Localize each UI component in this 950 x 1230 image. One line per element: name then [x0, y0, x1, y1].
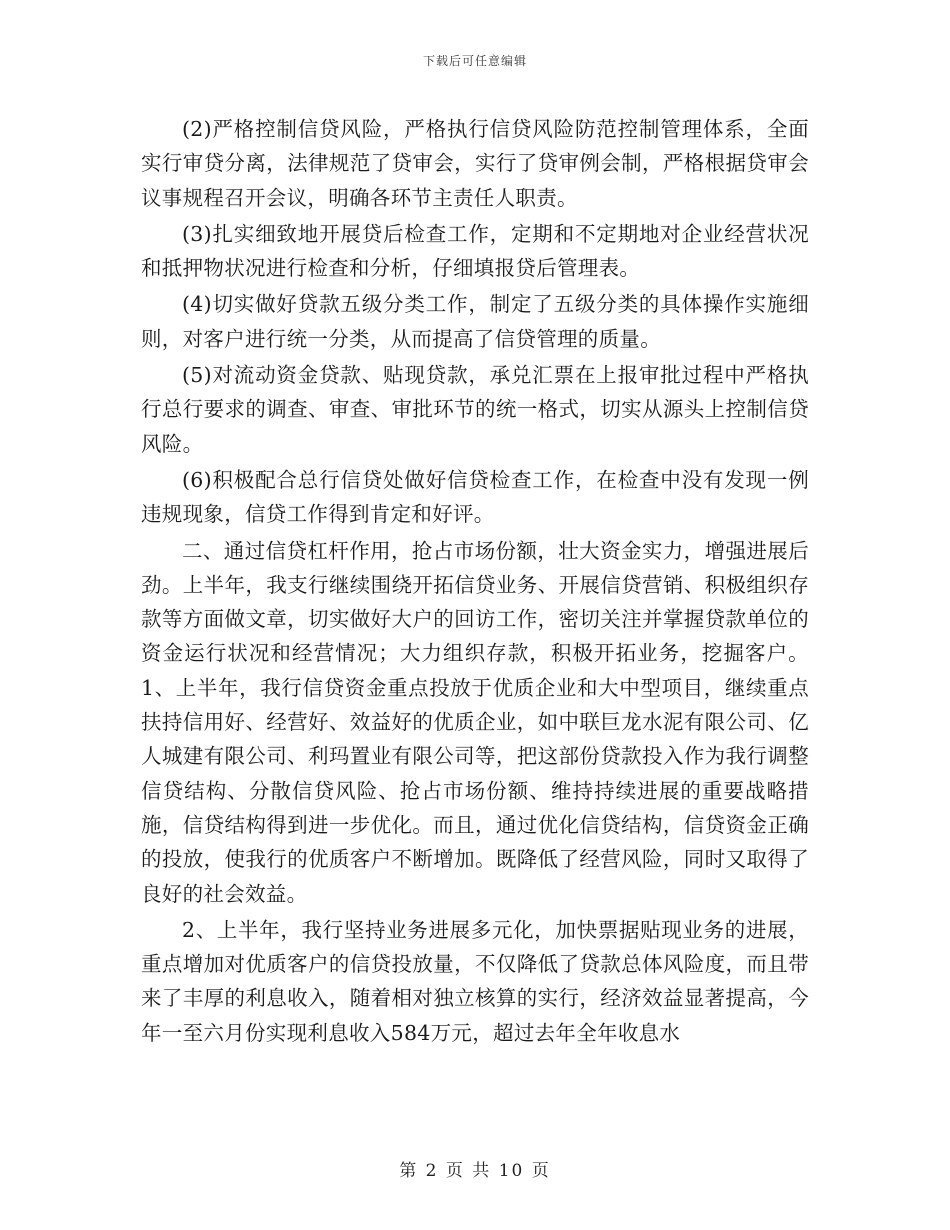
- paragraph-3: (4)切实做好贷款五级分类工作，制定了五级分类的具体操作实施细则，对客户进行统一分类，从而提高了信贷管理的质量。: [141, 292, 809, 351]
- paragraph-4: (5)对流动资金贷款、贴现贷款，承兑汇票在上报审批过程中严格执行总行要求的调查、审查、审批环节的统一格式，切实从源头上控制信贷风险。: [141, 363, 809, 456]
- paragraph-2: (3)扎实细致地开展贷后检查工作，定期和不定期地对企业经营状况和抵押物状况进行检查和分析，仔细填报贷后管理表。: [141, 221, 809, 281]
- document-body: [141, 112, 809, 1052]
- page-footer: 第 2 页 共 10 页: [399, 1161, 551, 1181]
- paragraph-7: 2、上半年，我行坚持业务进展多元化，加快票据贴现业务的进展，重点增加对优质客户的信贷投放量，不仅降低了贷款总体风险度，而且带来了丰厚的利息收入，随着相对独立核算的实行，经济效益显著提高，今年一至六月份实现利息收入584万元，超过去年全年收息水: [141, 917, 809, 1045]
- paragraph-5: (6)积极配合总行信贷处做好信贷检查工作，在检查中没有发现一例违规现象，信贷工作得到肯定和好评。: [141, 467, 809, 527]
- paragraph-1: (2)严格控制信贷风险，严格执行信贷风险防范控制管理体系，全面实行审贷分离，法律规范了贷审会，实行了贷审例会制，严格根据贷审会议事规程召开会议，明确各环节主责任人职责。: [141, 117, 809, 210]
- paragraph-6: 二、通过信贷杠杆作用，抢占市场份额，壮大资金实力，增强进展后劲。上半年，我支行继续围绕开拓信贷业务、开展信贷营销、积极组织存款等方面做文章，切实做好大户的回访工作，密切关注并掌握贷款单位的资金运行状况和经营情况；大力组织存款，积极开拓业务，挖掘客户。1、上半年，我行信贷资金重点投放于优质企业和大中型项目，继续重点扶持信用好、经营好、效益好的优质企业，如中联巨龙水泥有限公司、亿人城建有限公司、利玛置业有限公司等，把这部份贷款投入作为我行调整信贷结构、分散信贷风险、抢占市场份额、维持持续进展的重要战略措施，信贷结构得到进一步优化。而且，通过优化信贷结构，信贷资金正确的投放，使我行的优质客户不断增加。既降低了经营风险，同时又取得了良好的社会效益。: [141, 538, 809, 906]
- page-header: 下载后可任意编辑: [422, 54, 527, 68]
